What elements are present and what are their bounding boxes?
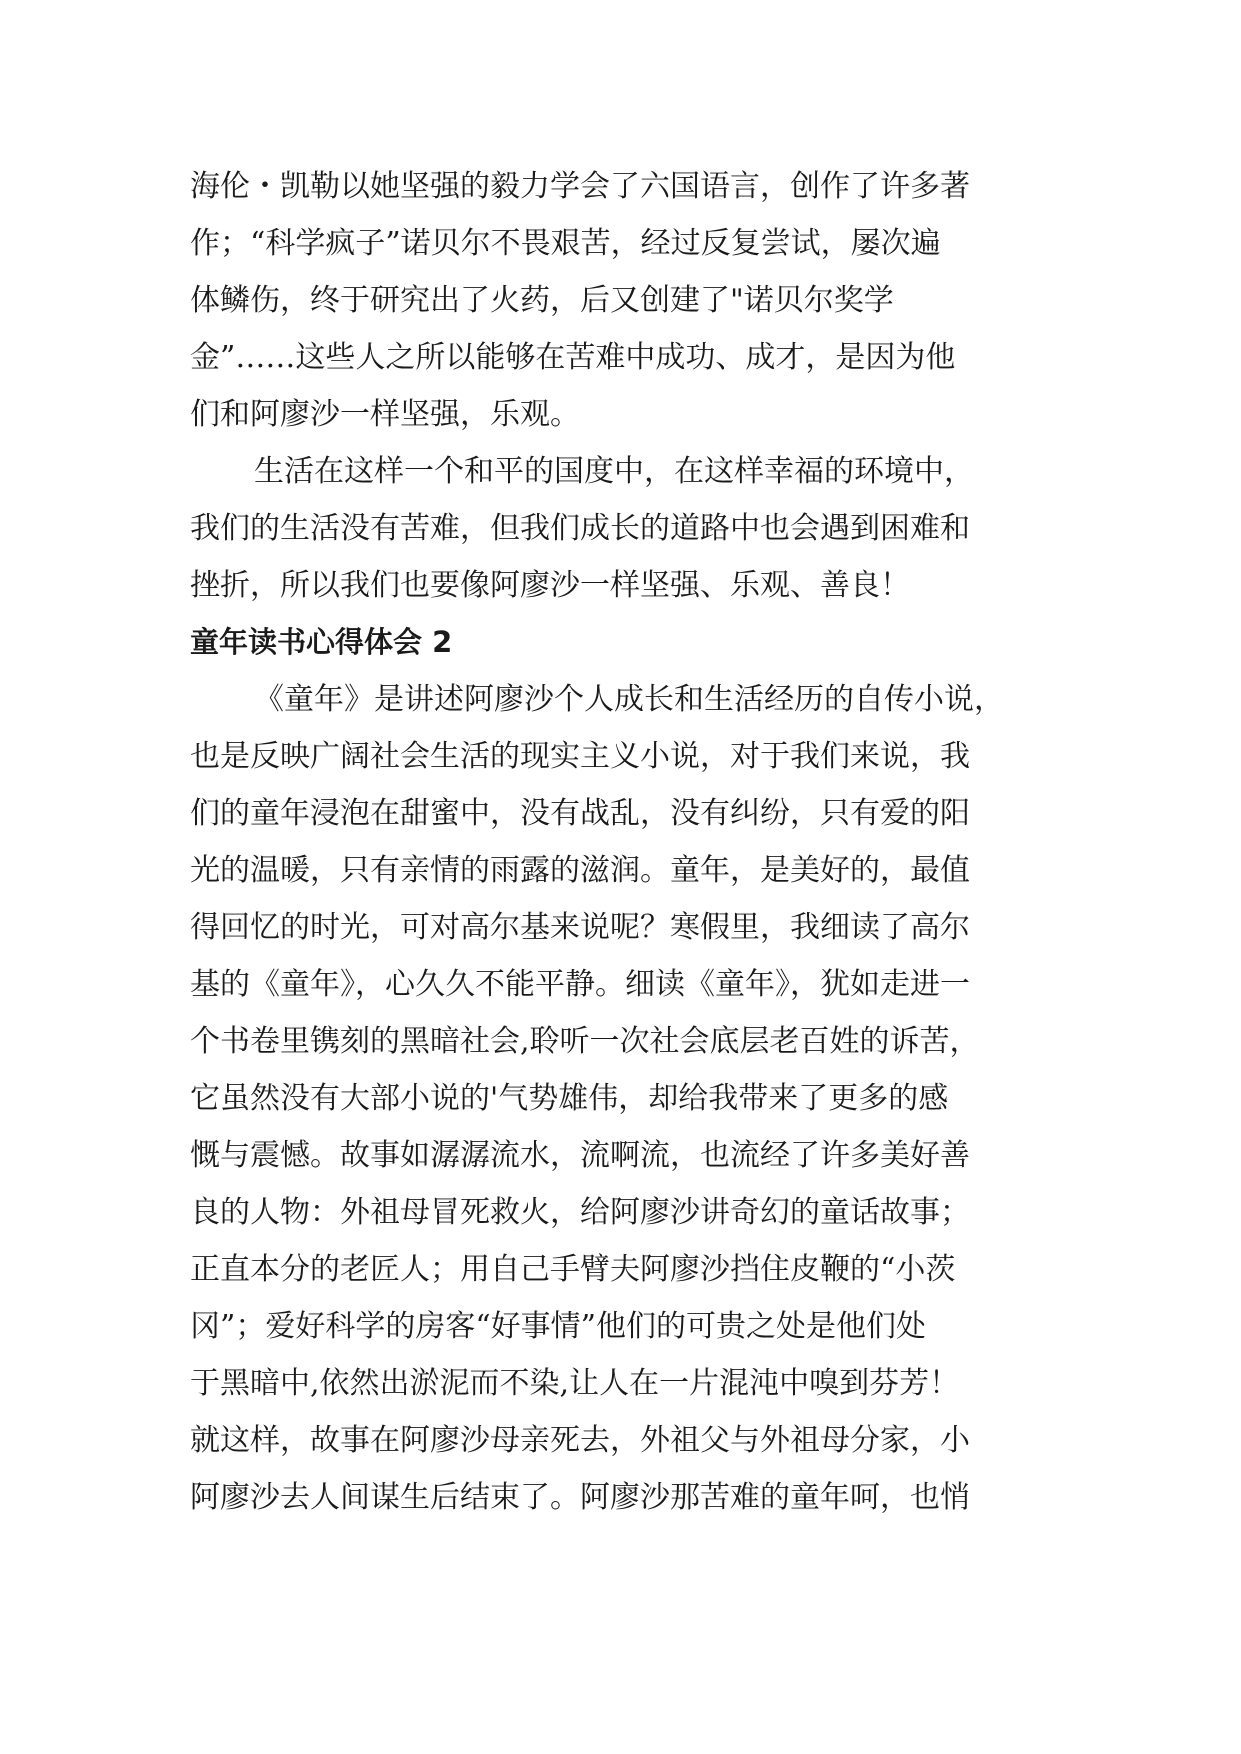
text-line: 光的温暖，只有亲情的雨露的滋润。童年，是美好的，最值: [190, 853, 970, 888]
text-line: 们和阿廖沙一样坚强，乐观。: [190, 397, 580, 432]
text-line: 基的《童年》，心久久不能平静。细读《童年》，犹如走进一: [190, 967, 970, 1002]
text-line: 体鳞伤，终于研究出了火药，后又创建了"诺贝尔奖学: [190, 283, 894, 318]
text-line: 正直本分的老匠人；用自己手臂夫阿廖沙挡住皮鞭的“小茨: [190, 1252, 956, 1287]
document-body: [190, 158, 1050, 1526]
text-line: 《童年》是讲述阿廖沙个人成长和生活经历的自传小说，: [254, 682, 1004, 717]
text-line: 我们的生活没有苦难，但我们成长的道路中也会遇到困难和: [190, 511, 970, 546]
text-line: 就这样，故事在阿廖沙母亲死去，外祖父与外祖母分家，小: [190, 1423, 970, 1458]
text-line: 个书卷里镌刻的黑暗社会,聆听一次社会底层老百姓的诉苦，: [190, 1024, 980, 1059]
text-line: 阿廖沙去人间谋生后结束了。阿廖沙那苦难的童年呵，也悄: [190, 1480, 970, 1515]
text-line: 挫折，所以我们也要像阿廖沙一样坚强、乐观、善良！: [190, 568, 910, 603]
text-line: 良的人物：外祖母冒死救火，给阿廖沙讲奇幻的童话故事；: [190, 1195, 970, 1230]
text-line: 海伦・凯勒以她坚强的毅力学会了六国语言，创作了许多著: [190, 169, 970, 204]
text-line: 作；“科学疯子”诺贝尔不畏艰苦，经过反复尝试，屡次遍: [190, 226, 941, 261]
text-line: 们的童年浸泡在甜蜜中，没有战乱，没有纠纷，只有爱的阳: [190, 796, 970, 831]
text-line: 金”……这些人之所以能够在苦难中成功、成才，是因为他: [190, 340, 956, 375]
text-line: 得回忆的时光，可对高尔基来说呢？寒假里，我细读了高尔: [190, 910, 970, 945]
text-line: 于黑暗中,依然出淤泥而不染,让人在一片混沌中嗅到芬芳！: [190, 1366, 960, 1401]
text-line: 它虽然没有大部小说的'气势雄伟，却给我带来了更多的感: [190, 1081, 949, 1116]
paragraph-2: [190, 443, 1050, 614]
paragraph-3: [190, 671, 1050, 1526]
paragraph-1: [190, 158, 1050, 443]
text-line: 慨与震憾。故事如潺潺流水，流啊流，也流经了许多美好善: [190, 1138, 970, 1173]
text-line: 生活在这样一个和平的国度中，在这样幸福的环境中，: [254, 454, 974, 489]
section-heading: 童年读书心得体会 2: [190, 625, 453, 659]
text-line: 也是反映广阔社会生活的现实主义小说，对于我们来说，我: [190, 739, 970, 774]
text-line: 冈”；爱好科学的房客“好事情”他们的可贵之处是他们处: [190, 1309, 927, 1344]
